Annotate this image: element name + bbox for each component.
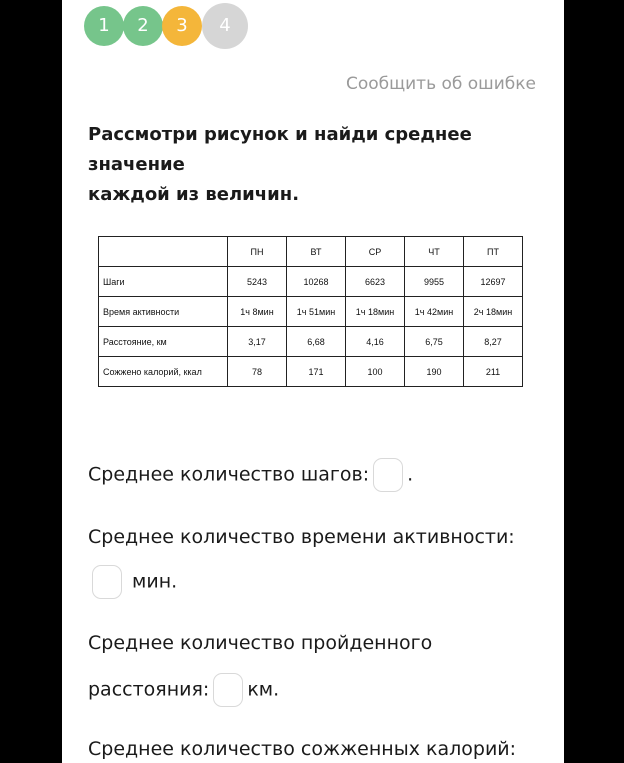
steps-answer-input[interactable] — [373, 458, 403, 492]
step-4[interactable]: 4 — [202, 3, 248, 49]
table-header-cell: ПН — [228, 237, 287, 267]
task-line-2: каждой из величин. — [88, 184, 300, 205]
question-time — [88, 526, 515, 548]
task-card — [62, 0, 564, 763]
table-cell: 6,68 — [287, 327, 346, 357]
table-cell: 171 — [287, 357, 346, 387]
row-label: Расстояние, км — [99, 327, 228, 357]
table-cell: 78 — [228, 357, 287, 387]
table-cell: 9955 — [405, 267, 464, 297]
table-cell: 8,27 — [464, 327, 523, 357]
distance-answer-input[interactable] — [213, 673, 243, 707]
question-steps-label: Среднее количество шагов: — [88, 463, 370, 486]
question-calories-label: Среднее количество сожженных калорий: — [88, 738, 517, 760]
table-cell: 5243 — [228, 267, 287, 297]
table-cell: 12697 — [464, 267, 523, 297]
table-cell: 3,17 — [228, 327, 287, 357]
table-cell: 1ч 8мин — [228, 297, 287, 327]
question-time-answer-line — [88, 565, 177, 599]
question-distance-answer-line — [88, 673, 279, 707]
table-row — [99, 327, 523, 357]
question-steps — [88, 458, 413, 492]
question-distance-line-1: Среднее количество пройденного — [88, 632, 433, 654]
table-row — [99, 267, 523, 297]
question-distance — [88, 632, 432, 654]
step-1[interactable]: 1 — [84, 6, 124, 46]
table-cell: 2ч 18мин — [464, 297, 523, 327]
question-time-unit: мин. — [132, 570, 178, 593]
question-steps-suffix: . — [407, 463, 414, 486]
row-label: Шаги — [99, 267, 228, 297]
task-statement — [88, 120, 528, 210]
question-distance-unit: км. — [247, 678, 280, 701]
table-row — [99, 297, 523, 327]
table-cell: 6,75 — [405, 327, 464, 357]
table-cell: 1ч 18мин — [346, 297, 405, 327]
step-2[interactable]: 2 — [123, 6, 163, 46]
row-label: Время активности — [99, 297, 228, 327]
table-header-cell: СР — [346, 237, 405, 267]
row-label: Сожжено калорий, ккал — [99, 357, 228, 387]
question-time-label: Среднее количество времени активности: — [88, 526, 515, 548]
table-header-cell: ПТ — [464, 237, 523, 267]
table-header-cell: ЧТ — [405, 237, 464, 267]
question-distance-line-2: расстояния: — [88, 678, 210, 701]
table-cell: 211 — [464, 357, 523, 387]
table-cell: 1ч 51мин — [287, 297, 346, 327]
table-row — [99, 357, 523, 387]
table-header-cell — [99, 237, 228, 267]
table-header-cell: ВТ — [287, 237, 346, 267]
step-3[interactable]: 3 — [162, 6, 202, 46]
table-cell: 6623 — [346, 267, 405, 297]
table-cell: 1ч 42мин — [405, 297, 464, 327]
task-line-1: Рассмотри рисунок и найди среднее значение — [88, 124, 472, 175]
time-answer-input[interactable] — [92, 565, 122, 599]
report-error-link[interactable]: Сообщить об ошибке — [345, 74, 536, 94]
activity-table — [98, 236, 523, 387]
table-cell: 190 — [405, 357, 464, 387]
table-cell: 10268 — [287, 267, 346, 297]
table-cell: 4,16 — [346, 327, 405, 357]
table-header-row — [99, 237, 523, 267]
table-cell: 100 — [346, 357, 405, 387]
question-calories — [88, 738, 516, 760]
